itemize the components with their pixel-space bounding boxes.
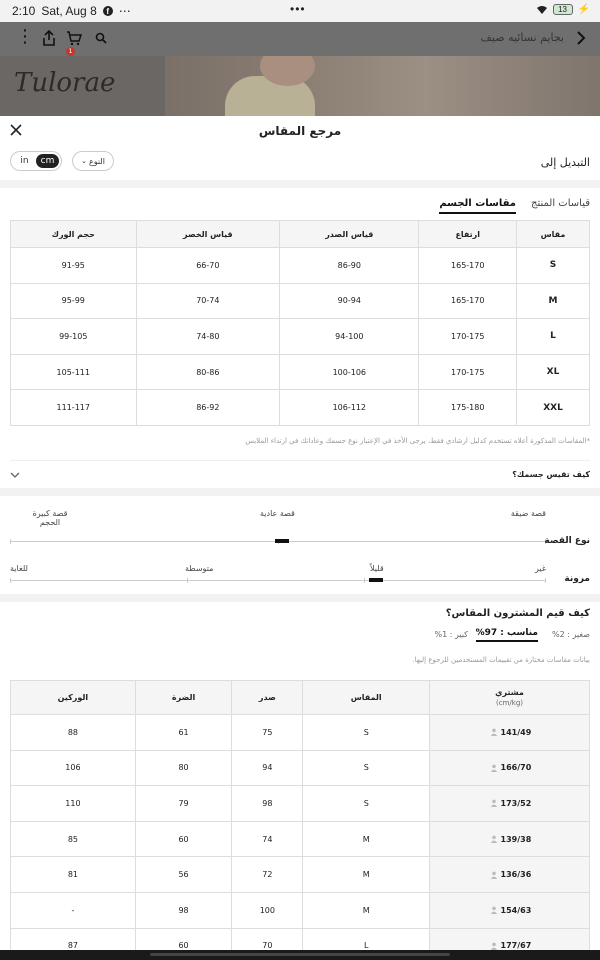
hips-cell: 81 [11,857,136,893]
table-cell: L [517,319,590,355]
table-row [11,354,590,390]
cut-slim-label: قصة ضيقة [510,509,546,518]
bust-header: قياس الصدر [280,221,419,248]
table-cell: S [517,248,590,284]
buyer-cell [430,857,590,893]
user-icon [490,906,498,914]
switch-to-label: التبديل إلى [540,156,590,169]
hips-header: الوركين [11,681,136,715]
table-cell: 106-112 [280,390,419,426]
user-icon [490,942,498,950]
scale-tick [10,539,11,544]
sheet-title: مرجع المقاس [258,124,342,138]
buyer-value: 141/49 [500,727,532,737]
reviews-note: بيانات مقاسات مختارة من تقييمات المستخدمين للرجوع إليها. [412,656,590,664]
buyer-header-unit: (cm/kg) [496,699,523,707]
bust-cell: 74 [232,821,303,857]
user-icon [490,728,498,736]
stretch-scale-line [10,580,546,581]
size-cell: M [303,821,430,857]
cut-indicator [275,539,289,543]
hip-header: حجم الورك [11,221,137,248]
table-cell: 170-175 [419,319,517,355]
stretch-medium-label: متوسطة [185,564,214,573]
table-cell: XL [517,354,590,390]
tab-body-measurements[interactable]: مقاسات الجسم [439,198,516,214]
size-cell: S [303,786,430,822]
buyer-cell [430,821,590,857]
chevron-down-icon: ⌄ [81,157,87,165]
status-bar [0,0,600,22]
table-cell: 90-94 [280,283,419,319]
waist-cell: 60 [135,821,231,857]
table-cell: 175-180 [419,390,517,426]
hips-cell: 88 [11,715,136,751]
buyer-value: 177/67 [500,941,532,951]
how-to-measure-row[interactable] [10,460,590,486]
size-cell: M [303,857,430,893]
table-cell: 165-170 [419,283,517,319]
chevron-right-icon[interactable] [576,31,586,45]
brand-logo: Tulorae [14,68,116,98]
size-cell: L [303,928,430,960]
table-cell: XXL [517,390,590,426]
bust-header: صدر [232,681,303,715]
user-icon [490,871,498,879]
battery-icon: 13 [553,4,573,15]
table-cell: 70-74 [136,283,280,319]
review-row [11,750,590,786]
status-left [12,4,131,18]
review-row [11,821,590,857]
table-cell: 86-92 [136,390,280,426]
scale-tick [10,578,11,583]
cart-badge: 1 [66,47,75,56]
how-to-measure-label: كيف تقيس جسمك؟ [512,470,590,479]
stretch-slight-label: قليلاً [370,564,384,573]
fit-section [0,496,600,594]
user-icon [490,764,498,772]
hips-cell: 106 [11,750,136,786]
stretch-scale [10,554,590,594]
unit-cm-option[interactable]: cm [36,154,59,168]
waist-header: قياس الخصر [136,221,280,248]
hips-cell: 85 [11,821,136,857]
table-cell: 94-100 [280,319,419,355]
cut-type-title: نوع القصة [544,536,590,546]
table-cell: 165-170 [419,248,517,284]
waist-cell: 79 [135,786,231,822]
table-cell: 100-106 [280,354,419,390]
measure-tabs [0,188,600,218]
table-cell: 99-105 [11,319,137,355]
table-cell: 91-95 [11,248,137,284]
table-cell: 66-70 [136,248,280,284]
section-divider [0,180,600,188]
unit-switch-row [0,144,600,180]
waist-cell: 60 [135,928,231,960]
large-percentage: كبير : 1% [434,630,468,639]
buyer-value: 166/70 [500,763,532,773]
scale-tick [187,578,188,583]
stretch-high-label: للغاية [10,564,28,573]
type-dropdown-label: النوع [88,156,105,166]
banner-photo [165,56,600,116]
stretch-indicator [369,578,383,582]
review-row [11,715,590,751]
cut-regular-label: قصة عادية [260,509,295,518]
sheet-header [0,116,600,144]
waist-cell: 98 [135,892,231,928]
size-header: مقاس [517,221,590,248]
hips-cell: - [11,892,136,928]
unit-in-option[interactable]: in [20,156,29,166]
table-cell: 74-80 [136,319,280,355]
bust-cell: 100 [232,892,303,928]
more-menu-icon[interactable]: ⋮ [16,26,34,47]
table-row [11,390,590,426]
size-cell: M [303,892,430,928]
bust-cell: 72 [232,857,303,893]
buyer-value: 136/36 [500,870,532,880]
buyer-value: 173/52 [500,798,532,808]
height-header: ارتفاع [419,221,517,248]
table-cell: 111-117 [11,390,137,426]
size-guide-sheet [0,116,600,960]
size-cell: S [303,715,430,751]
hips-cell: 87 [11,928,136,960]
waist-cell: 80 [135,750,231,786]
status-dots: ••• [290,2,306,16]
bust-cell: 75 [232,715,303,751]
stretch-title: مرونة [564,574,590,584]
waist-header: الضرة [135,681,231,715]
buyer-header [430,681,590,715]
review-row [11,892,590,928]
brand-banner [0,56,600,116]
search-query-text[interactable]: بجايم نسائيه صيف [480,31,564,44]
table-cell: 80-86 [136,354,280,390]
status-time: 2:10 [12,4,36,18]
size-cell: S [303,750,430,786]
review-row [11,857,590,893]
table-cell: M [517,283,590,319]
waist-cell: 56 [135,857,231,893]
status-date: Sat, Aug 8 [41,4,97,18]
wifi-icon [536,5,548,15]
navigation-bar [0,950,600,960]
size-table-header [11,221,590,248]
charging-icon: ⚡ [577,4,590,15]
buyer-cell [430,892,590,928]
size-table [10,220,590,426]
buyer-cell [430,715,590,751]
review-table-header [11,681,590,715]
status-right [536,4,590,15]
hips-cell: 110 [11,786,136,822]
cut-scale-line [10,541,546,542]
chevron-down-icon [10,471,20,479]
buyer-review-table [10,680,590,960]
table-row [11,283,590,319]
buyer-cell [430,750,590,786]
type-dropdown[interactable] [72,151,114,171]
home-indicator[interactable] [150,953,450,956]
buyer-value: 154/63 [500,905,532,915]
section-divider [0,488,600,496]
reviews-title: كيف قيم المشترون المقاس؟ [445,608,590,619]
review-row [11,786,590,822]
scale-tick [364,578,365,583]
unit-toggle[interactable] [10,151,62,171]
facebook-icon: f [103,6,113,16]
bust-cell: 94 [232,750,303,786]
table-cell: 95-99 [11,283,137,319]
small-percentage: صغير : 2% [552,630,590,639]
section-divider [0,594,600,602]
table-row [11,319,590,355]
buyer-value: 139/38 [500,834,532,844]
size-disclaimer: *المقاسات المذكورة أعلاه تستخدم كدليل ارشادي فقط، يرجى الأخذ في الإعتبار نوع جسمك وعاداتك في ارتداء الملابس [245,437,590,445]
table-cell: 86-90 [280,248,419,284]
waist-cell: 61 [135,715,231,751]
user-icon [490,799,498,807]
table-row [11,248,590,284]
stretch-none-label: غير [534,564,546,573]
user-icon [490,835,498,843]
more-notifications-icon: ⋯ [118,4,131,18]
scale-tick [545,578,546,583]
fit-percentage: مناسب : 97% [476,628,538,642]
table-cell: 170-175 [419,354,517,390]
cut-oversized-label: قصة كبيرة الحجم [32,509,68,527]
bust-cell: 98 [232,786,303,822]
buyer-cell [430,786,590,822]
tab-product-measurements[interactable]: قياسات المنتج [531,198,590,209]
cut-type-scale [10,506,590,546]
search-icon[interactable] [95,32,107,44]
buyer-header-label: مشتري [495,688,524,697]
size-header: المقاس [303,681,430,715]
cart-icon[interactable] [66,30,82,46]
bust-cell: 70 [232,928,303,960]
table-cell: 105-111 [11,354,137,390]
app-header [0,22,600,56]
share-icon[interactable] [42,30,56,46]
